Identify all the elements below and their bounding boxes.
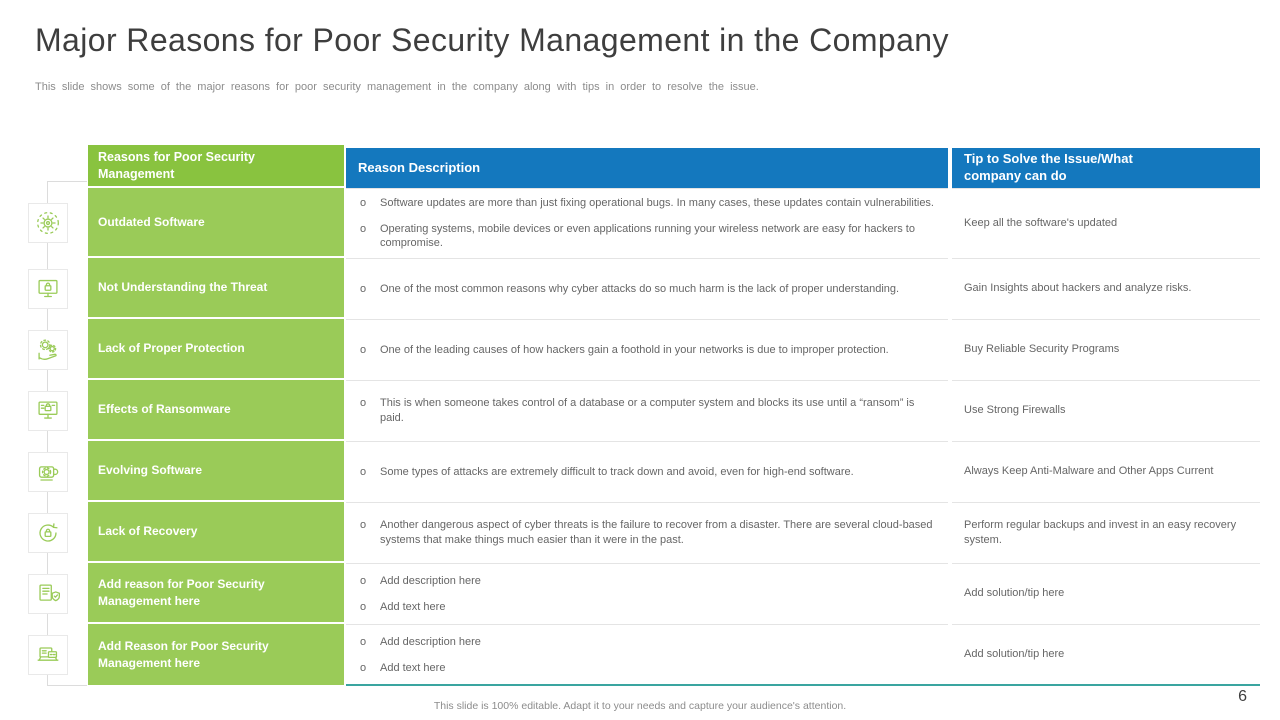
icon-slot: [28, 502, 68, 563]
reason-cell: [88, 441, 344, 502]
tip-cell: [952, 502, 1260, 563]
tip-cell: [952, 380, 1260, 441]
icon-slot: [28, 624, 68, 685]
icon-rail: [28, 188, 68, 685]
description-cell: [346, 502, 948, 563]
bullet-marker: o: [360, 600, 367, 613]
tip-header: [952, 148, 1260, 188]
tip-text: Add solution/tip here: [964, 587, 1065, 600]
bullet-marker: o: [360, 519, 367, 532]
reason-label: Add reason for Poor Security Management here: [98, 577, 265, 608]
reason-label: Evolving Software: [98, 463, 203, 478]
hand-gears-icon: [28, 330, 68, 370]
update-gear-icon: [28, 203, 68, 243]
description-text: This is when someone takes control of a database or a computer system and blocks its use until a “ransom” is paid.: [380, 397, 915, 424]
reason-label: Not Understanding the Threat: [98, 280, 268, 295]
bullet-marker: o: [360, 574, 367, 587]
reasons-column: [88, 145, 344, 685]
description-bullet: [358, 574, 934, 589]
reason-cell: [88, 502, 344, 563]
bullet-marker: o: [360, 343, 367, 356]
description-bullet: [358, 196, 934, 211]
description-text: Some types of attacks are extremely difficult to track down and avoid, even for high-end software.: [380, 465, 854, 478]
page-title: Major Reasons for Poor Security Management in the Company: [35, 22, 949, 58]
description-header-label: Reason Description: [358, 159, 481, 175]
bullet-marker: o: [360, 197, 367, 210]
tip-text: Gain Insights about hackers and analyze risks.: [964, 282, 1192, 295]
reason-cell: [88, 319, 344, 380]
reasons-header-label: Reasons for Poor Security Management: [98, 150, 255, 181]
description-cell: [346, 380, 948, 441]
description-cell: [346, 441, 948, 502]
description-text: Add text here: [380, 600, 446, 613]
description-text: Software updates are more than just fixing operational bugs. In many cases, these updates contain vulnerabilities.: [380, 197, 934, 210]
description-text: Add description here: [380, 574, 481, 587]
description-bullet: [358, 222, 934, 251]
tip-text: Always Keep Anti-Malware and Other Apps Current: [964, 465, 1214, 478]
laptop-secure-card-icon: [28, 635, 68, 675]
reason-cell: [88, 380, 344, 441]
icon-slot: [28, 563, 68, 624]
tip-cell: [952, 319, 1260, 380]
description-text: One of the leading causes of how hackers gain a foothold in your networks is due to improper protection.: [380, 343, 889, 356]
bullet-marker: o: [360, 635, 367, 648]
icon-slot: [28, 441, 68, 502]
tip-text: Buy Reliable Security Programs: [964, 343, 1120, 356]
tip-text: Use Strong Firewalls: [964, 404, 1066, 417]
reason-label: Outdated Software: [98, 214, 205, 229]
reason-cell: [88, 258, 344, 319]
tip-cell: [952, 563, 1260, 624]
description-column: [346, 148, 948, 685]
bullet-marker: o: [360, 222, 367, 235]
reason-label: Lack of Recovery: [98, 524, 198, 539]
icon-slot: [28, 319, 68, 380]
description-cell: [346, 319, 948, 380]
icon-slot: [28, 258, 68, 319]
description-text: Add description here: [380, 635, 481, 648]
description-cell: [346, 563, 948, 624]
description-text: Add text here: [380, 661, 446, 674]
description-bullet: [358, 600, 934, 615]
reason-label: Add Reason for Poor Security Management here: [98, 639, 269, 670]
tip-header-label: Tip to Solve the Issue/What company can do: [964, 151, 1133, 183]
description-cell: [346, 188, 948, 258]
reason-label: Lack of Proper Protection: [98, 341, 245, 356]
tip-column: [952, 148, 1260, 685]
description-text: Operating systems, mobile devices or even applications running your wireless network are easy for hackers to compromise.: [380, 222, 915, 250]
table-bottom-accent: [346, 684, 1260, 686]
monitor-lock-icon: [28, 269, 68, 309]
bullet-marker: o: [360, 397, 367, 410]
description-header: [346, 148, 948, 188]
footer-note: This slide is 100% editable. Adapt it to your needs and capture your audience's attention.: [433, 700, 847, 712]
tip-text: Perform regular backups and invest in an easy recovery system.: [964, 518, 1237, 546]
recovery-lock-icon: [28, 513, 68, 553]
description-bullet: [358, 465, 934, 480]
tip-cell: [952, 188, 1260, 258]
icon-slot: [28, 188, 68, 258]
rail-connector-top: [47, 181, 87, 182]
slide-subtitle: This slide shows some of the major reasons for poor security management in the company along with tips in order to resolve the issue.: [35, 81, 759, 93]
bullet-marker: o: [360, 282, 367, 295]
reasons-header: [88, 145, 344, 188]
description-cell: [346, 258, 948, 319]
reason-cell: [88, 624, 344, 685]
icon-slot: [28, 380, 68, 441]
tip-cell: [952, 258, 1260, 319]
description-bullet: [358, 396, 934, 425]
ransomware-lock-monitor-icon: [28, 391, 68, 431]
tip-text: Keep all the software's updated: [964, 216, 1118, 229]
device-gear-icon: [28, 452, 68, 492]
description-bullet: [358, 661, 934, 676]
rail-connector-bottom: [47, 685, 87, 686]
reason-label: Effects of Ransomware: [98, 402, 231, 417]
description-bullet: [358, 518, 934, 547]
description-bullet: [358, 635, 934, 650]
bullet-marker: o: [360, 661, 367, 674]
page-number: 6: [1238, 688, 1247, 705]
bullet-marker: o: [360, 465, 367, 478]
description-text: One of the most common reasons why cyber attacks do so much harm is the lack of proper understanding.: [380, 282, 900, 295]
tip-cell: [952, 624, 1260, 685]
document-shield-check-icon: [28, 574, 68, 614]
description-cell: [346, 624, 948, 685]
description-bullet: [358, 282, 934, 297]
tip-cell: [952, 441, 1260, 502]
reason-cell: [88, 563, 344, 624]
tip-text: Add solution/tip here: [964, 648, 1065, 661]
description-bullet: [358, 343, 934, 358]
reason-cell: [88, 188, 344, 258]
description-text: Another dangerous aspect of cyber threats is the failure to recover from a disaster. There are several cloud-based systems that make things much easier than it were in the past.: [380, 519, 933, 546]
